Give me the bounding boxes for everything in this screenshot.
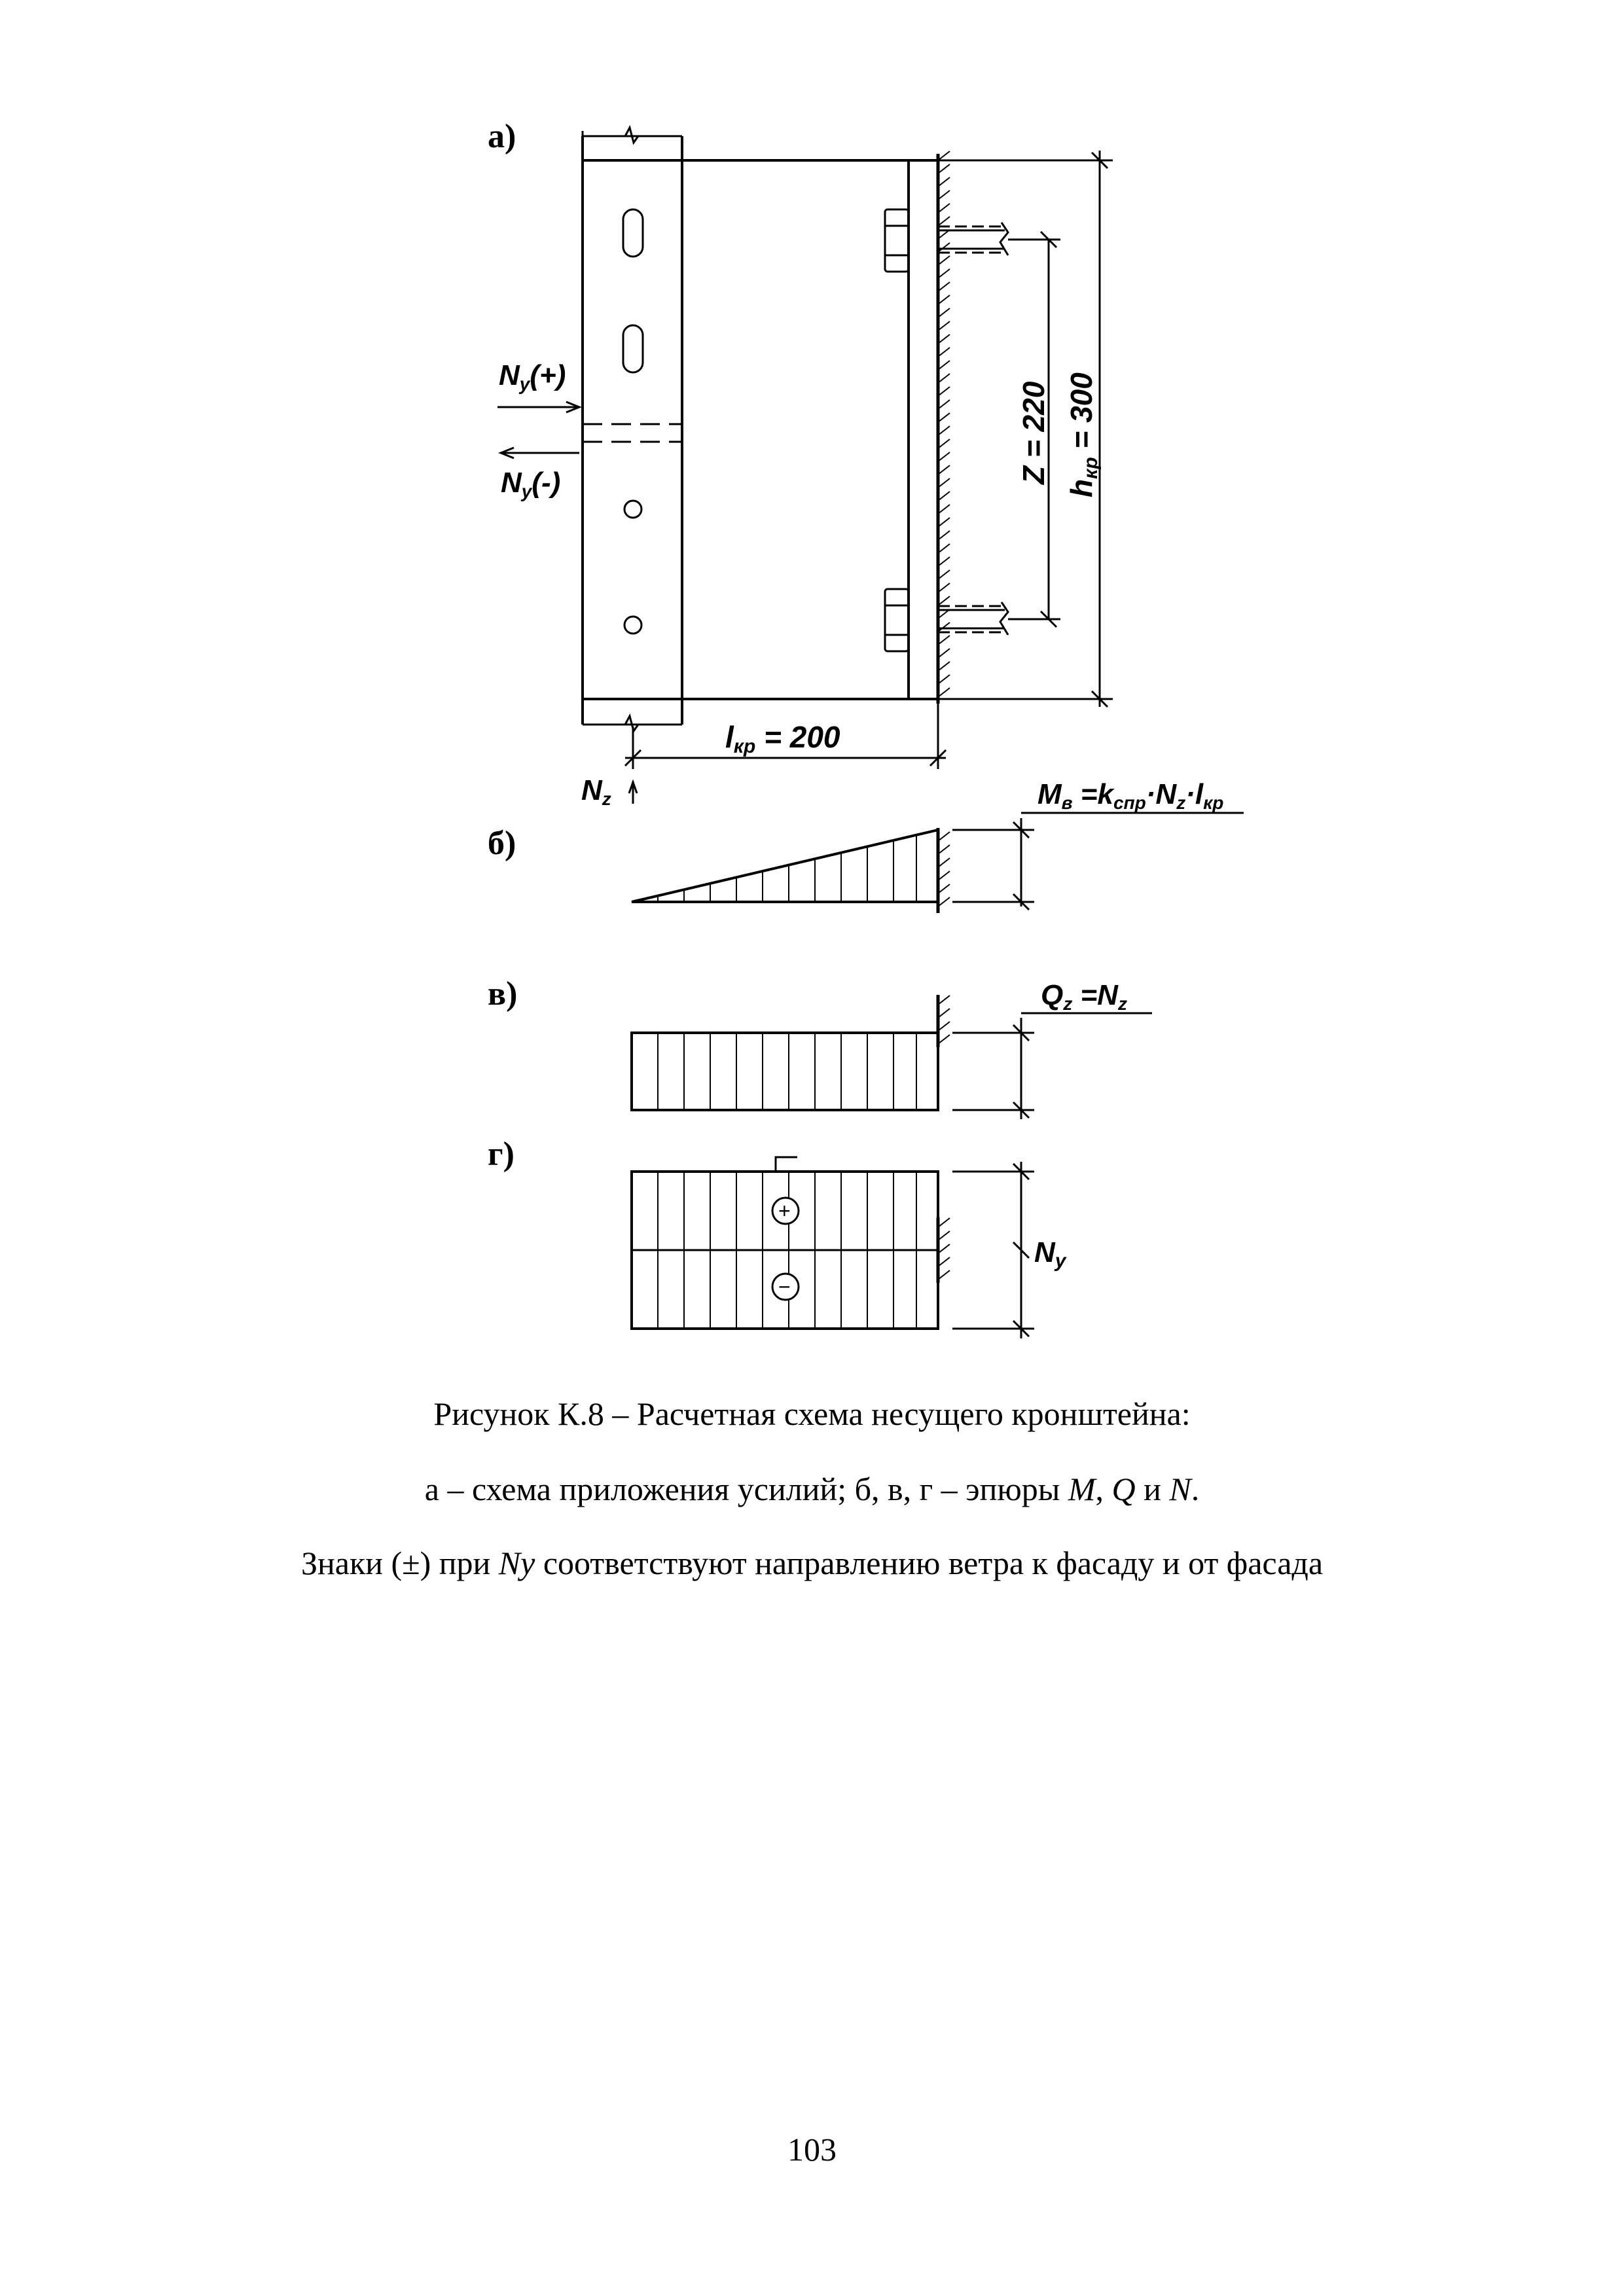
- round-hole-upper: [624, 501, 641, 518]
- z-dimension-label: Z = 220: [1017, 381, 1051, 484]
- ny-diagram-label: Ny: [1034, 1236, 1066, 1272]
- panel-b-label: б): [488, 825, 516, 862]
- minus-sign: −: [778, 1275, 791, 1299]
- moment-formula: Mв =kспр·Nz·lкр: [1038, 778, 1224, 813]
- ny-minus-arrow: [501, 448, 579, 458]
- ny-minus-label: Ny(-): [501, 467, 561, 501]
- panel-g-label: г): [488, 1136, 514, 1173]
- slot-hole-upper: [623, 209, 643, 257]
- plus-sign: +: [778, 1199, 791, 1223]
- panel-b-moment-diagram: [488, 813, 1244, 913]
- nz-label: Nz: [581, 774, 611, 809]
- caption-line-2: а – схема приложения усилий; б, в, г – эпюры M, Q и N.: [424, 1471, 1200, 1507]
- panel-g-axial-diagram: [488, 1136, 1034, 1338]
- page-number: 103: [787, 2131, 837, 2168]
- wall-hatching: [938, 151, 950, 697]
- slot-hole-lower: [623, 325, 643, 372]
- h-dimension-label: hкр = 300: [1064, 372, 1102, 497]
- ny-plus-label: Ny(+): [499, 359, 566, 394]
- round-hole-lower: [624, 617, 641, 634]
- panel-v-label: в): [488, 975, 518, 1013]
- panel-a-label: а): [488, 118, 516, 155]
- caption-line-1: Рисунок К.8 – Расчетная схема несущего кронштейна:: [433, 1395, 1191, 1432]
- nz-arrow: [629, 782, 637, 804]
- caption-line-3: Знаки (±) при Ny соответствуют направлению ветра к фасаду и от фасада: [300, 1545, 1324, 1581]
- ny-plus-arrow: [497, 402, 579, 412]
- shear-formula: Qz =Nz: [1041, 979, 1127, 1014]
- l-dimension-label: lкр = 200: [725, 720, 840, 757]
